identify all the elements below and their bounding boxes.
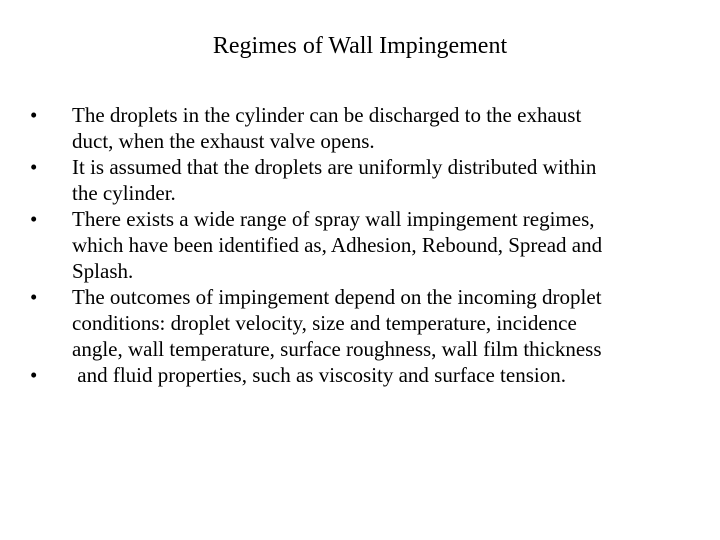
bullet-dot-icon: • <box>30 103 38 127</box>
slide-title: Regimes of Wall Impingement <box>212 33 508 59</box>
bullet-item <box>30 102 700 154</box>
bullet-text-line: There exists a wide range of spray wall impingement regimes, <box>72 207 595 231</box>
bullet-dot-icon: • <box>30 207 38 231</box>
bullet-item <box>30 206 700 284</box>
bullet-dot-icon: • <box>30 363 38 387</box>
bullet-text-line: conditions: droplet velocity, size and temperature, incidence <box>72 311 577 335</box>
bullet-text-line: It is assumed that the droplets are uniformly distributed within <box>72 155 597 179</box>
bullet-text-line: which have been identified as, Adhesion, Rebound, Spread and <box>72 233 603 257</box>
bullet-text-line: The outcomes of impingement depend on the incoming droplet <box>72 285 602 309</box>
bullet-dot-icon: • <box>30 155 38 179</box>
bullet-list <box>30 102 700 388</box>
bullet-item <box>30 154 700 206</box>
bullet-item <box>30 362 700 388</box>
bullet-text-line: angle, wall temperature, surface roughness, wall film thickness <box>72 337 602 361</box>
bullet-text-line: duct, when the exhaust valve opens. <box>72 129 375 153</box>
bullet-text-line: the cylinder. <box>72 181 176 205</box>
bullet-item <box>30 284 700 362</box>
bullet-dot-icon: • <box>30 285 38 309</box>
bullet-text-line: and fluid properties, such as viscosity and surface tension. <box>72 363 566 387</box>
bullet-text-line: The droplets in the cylinder can be discharged to the exhaust <box>72 103 582 127</box>
bullet-text-line: Splash. <box>72 259 134 283</box>
